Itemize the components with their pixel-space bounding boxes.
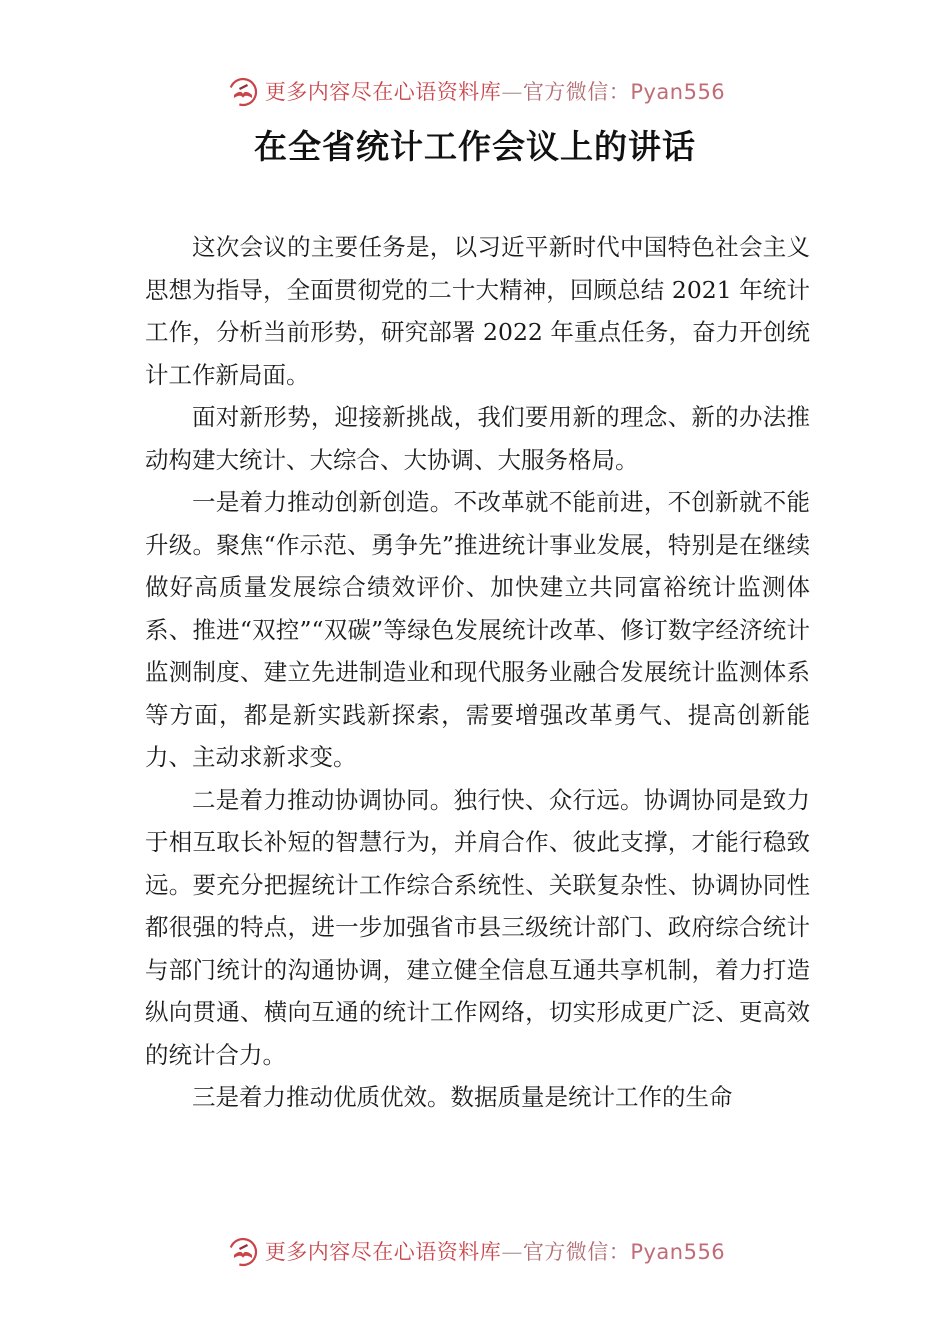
paragraph: 面对新形势，迎接新挑战，我们要用新的理念、新的办法推动构建大统计、大综合、大协调、大服务格局。 — [145, 403, 810, 474]
document-title: 在全省统计工作会议上的讲话 — [254, 127, 696, 166]
header-watermark — [0, 72, 950, 112]
footer-watermark — [0, 1232, 950, 1272]
watermark-wechat-id: Pyan556 — [630, 1240, 726, 1264]
watermark-wechat-id: Pyan556 — [630, 80, 726, 104]
document-body — [145, 226, 810, 1119]
watermark-main: 更多内容尽在心语资料库 — [264, 1240, 502, 1264]
paragraph: 三是着力推动优质优效。数据质量是统计工作的生命 — [192, 1083, 733, 1111]
watermark-text — [265, 74, 725, 110]
watermark-dash: — — [501, 80, 523, 104]
watermark-wechat-label: 官方微信： — [522, 1240, 631, 1264]
book-logo-icon — [225, 1234, 261, 1270]
watermark-main: 更多内容尽在心语资料库 — [264, 80, 502, 104]
book-logo-icon — [225, 74, 261, 110]
watermark-text — [265, 1234, 725, 1270]
paragraph: 一是着力推动创新创造。不改革就不能前进，不创新就不能升级。聚焦“作示范、勇争先”推进统计事业发展，特别是在继续做好高质量发展综合绩效评价、加快建立共同富裕统计监测体系、推进“双控”“双碳”等绿色发展统计改革、修订数字经济统计监测制度、建立先进制造业和现代服务业融合发展统计监测体系等方面，都是新实践新探索，需要增强改革勇气、提高创新能力、主动求新求变。 — [145, 488, 810, 771]
watermark-wechat-label: 官方微信： — [522, 80, 631, 104]
paragraph: 二是着力推动协调协同。独行快、众行远。协调协同是致力于相互取长补短的智慧行为，并肩合作、彼此支撑，才能行稳致远。要充分把握统计工作综合系统性、关联复杂性、协调协同性都很强的特点，进一步加强省市县三级统计部门、政府综合统计与部门统计的沟通协调，建立健全信息互通共享机制，着力打造纵向贯通、横向互通的统计工作网络，切实形成更广泛、更高效的统计合力。 — [145, 785, 810, 1069]
paragraph: 这次会议的主要任务是，以习近平新时代中国特色社会主义思想为指导，全面贯彻党的二十大精神，回顾总结 2021 年统计工作，分析当前形势，研究部署 2022 年重点任务，奋力开创统计工作新局面。 — [145, 233, 810, 389]
watermark-dash: — — [501, 1240, 523, 1264]
